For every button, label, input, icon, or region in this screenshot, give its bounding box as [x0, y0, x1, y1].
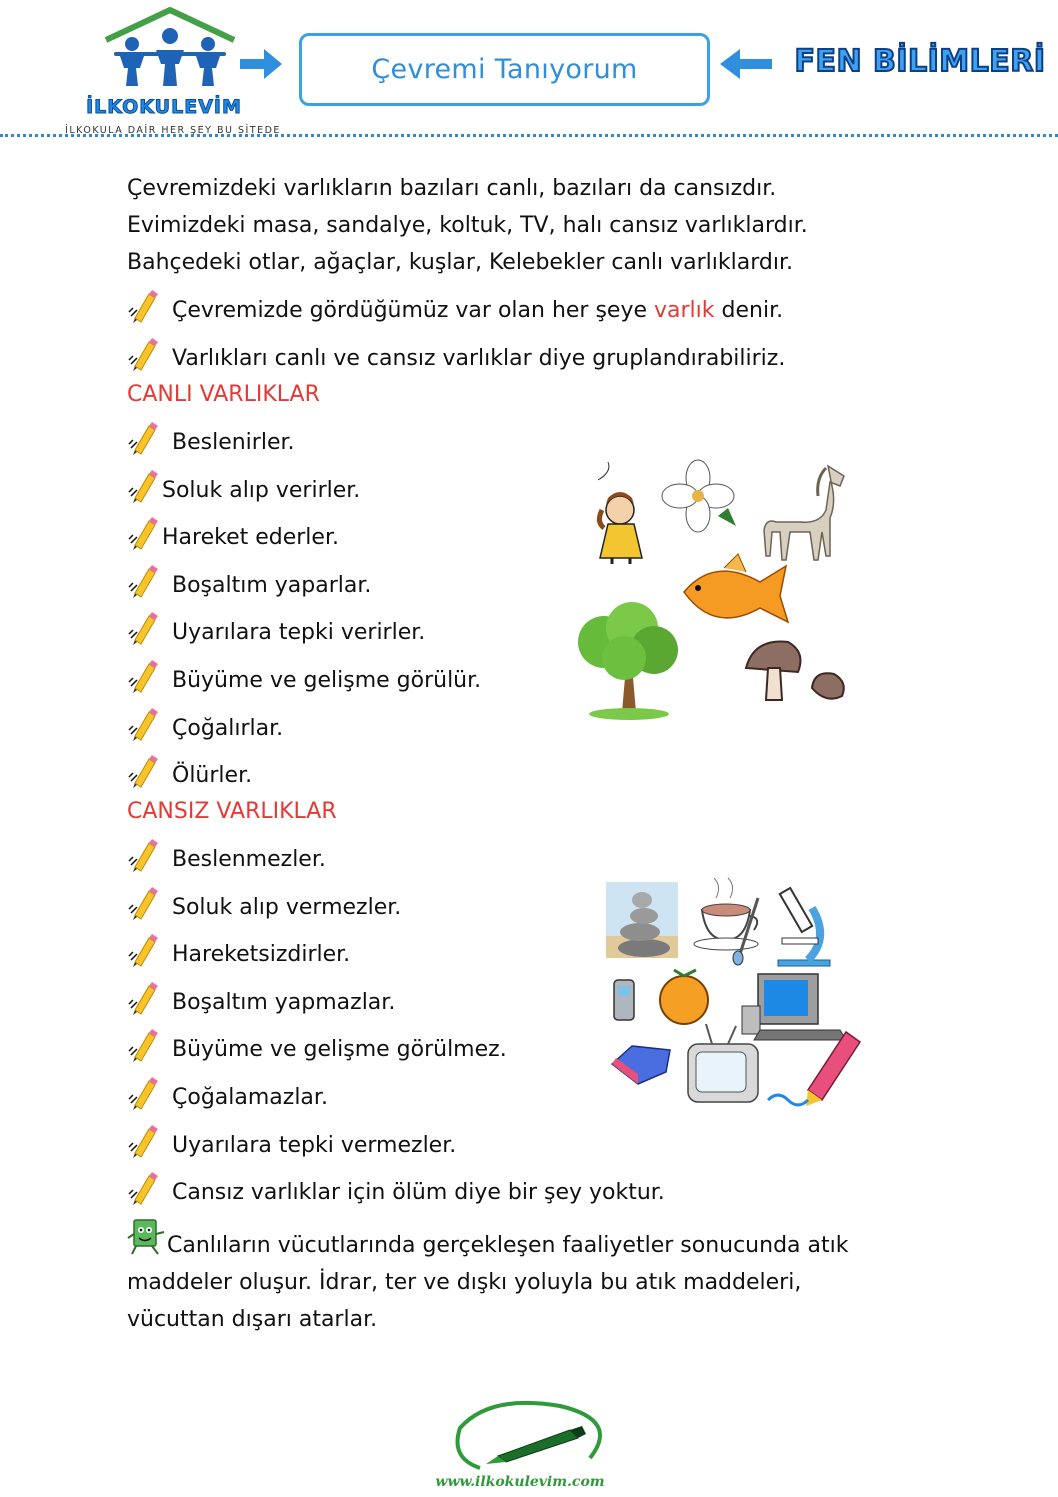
subject-label: FEN BİLİMLERİ: [794, 44, 1046, 79]
highlight-varlik: varlık: [654, 298, 715, 323]
pencil-bullet-icon: [127, 706, 159, 742]
pencil-bullet-icon: [127, 980, 159, 1016]
closing-line-3: vücuttan dışarı atarlar.: [127, 1307, 378, 1332]
footer-logo[interactable]: [420, 1398, 620, 1493]
pencil-bullet-icon: [127, 1027, 159, 1063]
computer-icon: [742, 974, 846, 1040]
living-item-5: Uyarılara tepki verirler.: [172, 620, 426, 646]
teacup-icon: [694, 878, 758, 965]
pencil-bullet-icon: [127, 420, 159, 456]
closing-line-1: Canlıların vücutlarında gerçekleşen faaliyetler sonucunda atık: [167, 1233, 849, 1258]
grouping-text: Varlıkları canlı ve cansız varlıklar diye gruplandırabiliriz.: [172, 346, 786, 371]
nonliving-item-2: Soluk alıp vermezler.: [172, 894, 402, 920]
stones-icon: [606, 882, 678, 958]
pencil-bullet-icon: [127, 1170, 159, 1206]
tree-icon: [578, 602, 678, 720]
eraser-icon: [612, 1046, 670, 1084]
pen-logo-icon: [420, 1398, 620, 1478]
living-heading: CANLI VARLIKLAR: [127, 382, 320, 407]
living-item-8: Ölürler.: [172, 763, 253, 789]
site-logo[interactable]: [65, 6, 281, 136]
intro-line-3: Bahçedeki otlar, ağaçlar, kuşlar, Kelebekler canlı varlıklardır.: [127, 250, 793, 275]
nonliving-item-4: Boşaltım yapmazlar.: [172, 989, 396, 1015]
nonliving-item-1: Beslenmezler.: [172, 847, 326, 872]
pencil-bullet-icon: [127, 753, 159, 789]
book-character-icon: [126, 1216, 166, 1256]
pencil-bullet-icon: [127, 837, 159, 873]
pencil-bullet-icon: [127, 288, 159, 324]
header-divider: [0, 134, 1058, 137]
intro-line-2: Evimizdeki masa, sandalye, koltuk, TV, halı cansız varlıklardır.: [127, 213, 808, 238]
pencil-bullet-icon: [127, 932, 159, 968]
nonliving-things-illustration: [604, 872, 866, 1110]
logo-name: İLKOKULEVİM: [86, 96, 242, 118]
pencil-bullet-icon: [127, 468, 159, 504]
living-things-illustration: [572, 452, 862, 724]
mushroom-icon: [746, 642, 844, 700]
arrow-right-icon: [238, 46, 284, 82]
horse-icon: [764, 466, 844, 560]
phone-icon: [614, 980, 634, 1020]
crayon-icon: [768, 1032, 860, 1106]
pencil-bullet-icon: [127, 336, 159, 372]
title-box: [299, 33, 710, 106]
fish-icon: [684, 554, 788, 622]
nonliving-item-3: Hareketsizdirler.: [172, 942, 351, 968]
orange-icon: [660, 970, 708, 1024]
pencil-bullet-icon: [127, 610, 159, 646]
pencil-bullet-icon: [127, 885, 159, 921]
intro-line-1: Çevremizdeki varlıkların bazıları canlı, bazıları da cansızdır.: [127, 176, 777, 201]
living-item-3: Hareket ederler.: [162, 525, 339, 551]
living-item-7: Çoğalırlar.: [172, 715, 284, 741]
pencil-bullet-icon: [127, 515, 159, 551]
footer-url[interactable]: www.ilkokulevim.com: [435, 1474, 605, 1490]
nonliving-item-8: Cansız varlıklar için ölüm diye bir şey yoktur.: [172, 1180, 665, 1206]
definition-text: Çevremizde gördüğümüz var olan her şeye varlık denir.: [172, 298, 784, 323]
pencil-bullet-icon: [127, 563, 159, 599]
arrow-left-icon: [718, 46, 774, 82]
nonliving-item-7: Uyarılara tepki vermezler.: [172, 1132, 457, 1158]
nonliving-heading: CANSIZ VARLIKLAR: [127, 799, 337, 824]
nonliving-item-5: Büyüme ve gelişme görülmez.: [172, 1037, 507, 1063]
living-item-6: Büyüme ve gelişme görülür.: [172, 668, 482, 693]
living-item-1: Beslenirler.: [172, 430, 295, 455]
tv-icon: [688, 1024, 758, 1102]
flower-icon: [662, 460, 736, 532]
house-logo-icon: [100, 6, 240, 96]
nonliving-item-6: Çoğalamazlar.: [172, 1085, 328, 1110]
living-item-2: Soluk alıp verirler.: [162, 477, 361, 503]
girl-icon: [598, 462, 642, 564]
logo-tagline: İLKOKULA DAİR HER ŞEY BU SİTEDE: [65, 125, 281, 136]
microscope-icon: [778, 888, 830, 966]
closing-line-2: maddeler oluşur. İdrar, ter ve dışkı yoluyla bu atık maddeleri,: [127, 1270, 802, 1295]
pencil-bullet-icon: [127, 1123, 159, 1159]
pencil-bullet-icon: [127, 1075, 159, 1111]
pencil-bullet-icon: [127, 658, 159, 694]
page-title: Çevremi Tanıyorum: [371, 54, 638, 85]
living-item-4: Boşaltım yaparlar.: [172, 572, 372, 598]
